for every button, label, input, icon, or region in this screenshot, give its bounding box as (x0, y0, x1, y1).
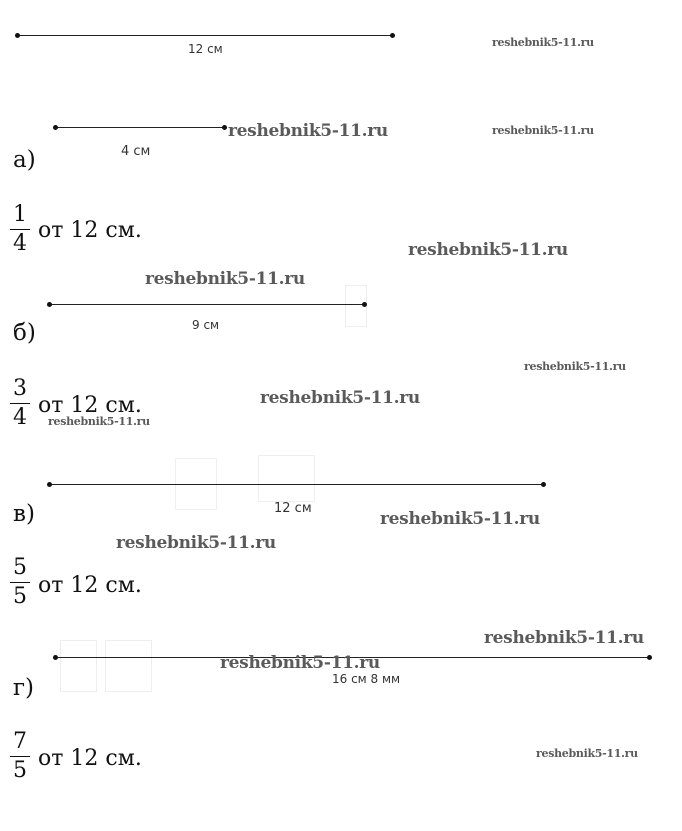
background-mark (105, 640, 152, 692)
fraction-d (10, 731, 30, 782)
fraction-c (10, 557, 30, 608)
watermark: reshebnik5-11.ru (48, 415, 150, 428)
fraction-b (10, 378, 30, 429)
fraction-c-text: от 12 см. (38, 573, 142, 598)
reference-length-label: 12 см (188, 42, 223, 56)
fraction-b-numerator: 3 (13, 376, 27, 401)
segment-a (56, 127, 224, 128)
fraction-b-text: от 12 см. (38, 393, 142, 418)
watermark: reshebnik5-11.ru (380, 509, 540, 529)
background-mark (258, 455, 315, 502)
fraction-b-denominator: 4 (10, 403, 30, 429)
fraction-a (10, 204, 30, 255)
watermark: reshebnik5-11.ru (536, 747, 638, 760)
fraction-a-numerator: 1 (13, 202, 27, 227)
watermark: reshebnik5-11.ru (524, 360, 626, 373)
part-a-letter: а) (13, 147, 36, 173)
segment-c-length-label: 12 см (274, 501, 312, 516)
reference-segment (18, 35, 392, 36)
watermark: reshebnik5-11.ru (145, 269, 305, 289)
fraction-d-text: от 12 см. (38, 746, 142, 771)
segment-a-length-label: 4 см (121, 144, 151, 159)
segment-b-length-label: 9 см (192, 318, 220, 332)
watermark: reshebnik5-11.ru (492, 124, 594, 137)
fraction-d-denominator: 5 (10, 756, 30, 782)
background-mark (60, 640, 97, 692)
part-b-letter: б) (13, 320, 36, 346)
watermark: reshebnik5-11.ru (260, 388, 420, 408)
watermark: reshebnik5-11.ru (116, 533, 276, 553)
fraction-c-denominator: 5 (10, 582, 30, 608)
watermark: reshebnik5-11.ru (492, 36, 594, 49)
fraction-c-numerator: 5 (13, 555, 27, 580)
segment-b (50, 304, 364, 305)
fraction-d-numerator: 7 (13, 729, 27, 754)
segment-d-length-label: 16 см 8 мм (332, 672, 401, 686)
watermark: reshebnik5-11.ru (220, 653, 380, 673)
fraction-a-denominator: 4 (10, 229, 30, 255)
segment-c (50, 484, 543, 485)
part-d-letter: г) (13, 675, 35, 701)
fraction-a-text: от 12 см. (38, 218, 142, 243)
watermark: reshebnik5-11.ru (408, 240, 568, 260)
part-c-letter: в) (13, 501, 35, 527)
watermark: reshebnik5-11.ru (484, 628, 644, 648)
watermark: reshebnik5-11.ru (228, 121, 388, 141)
